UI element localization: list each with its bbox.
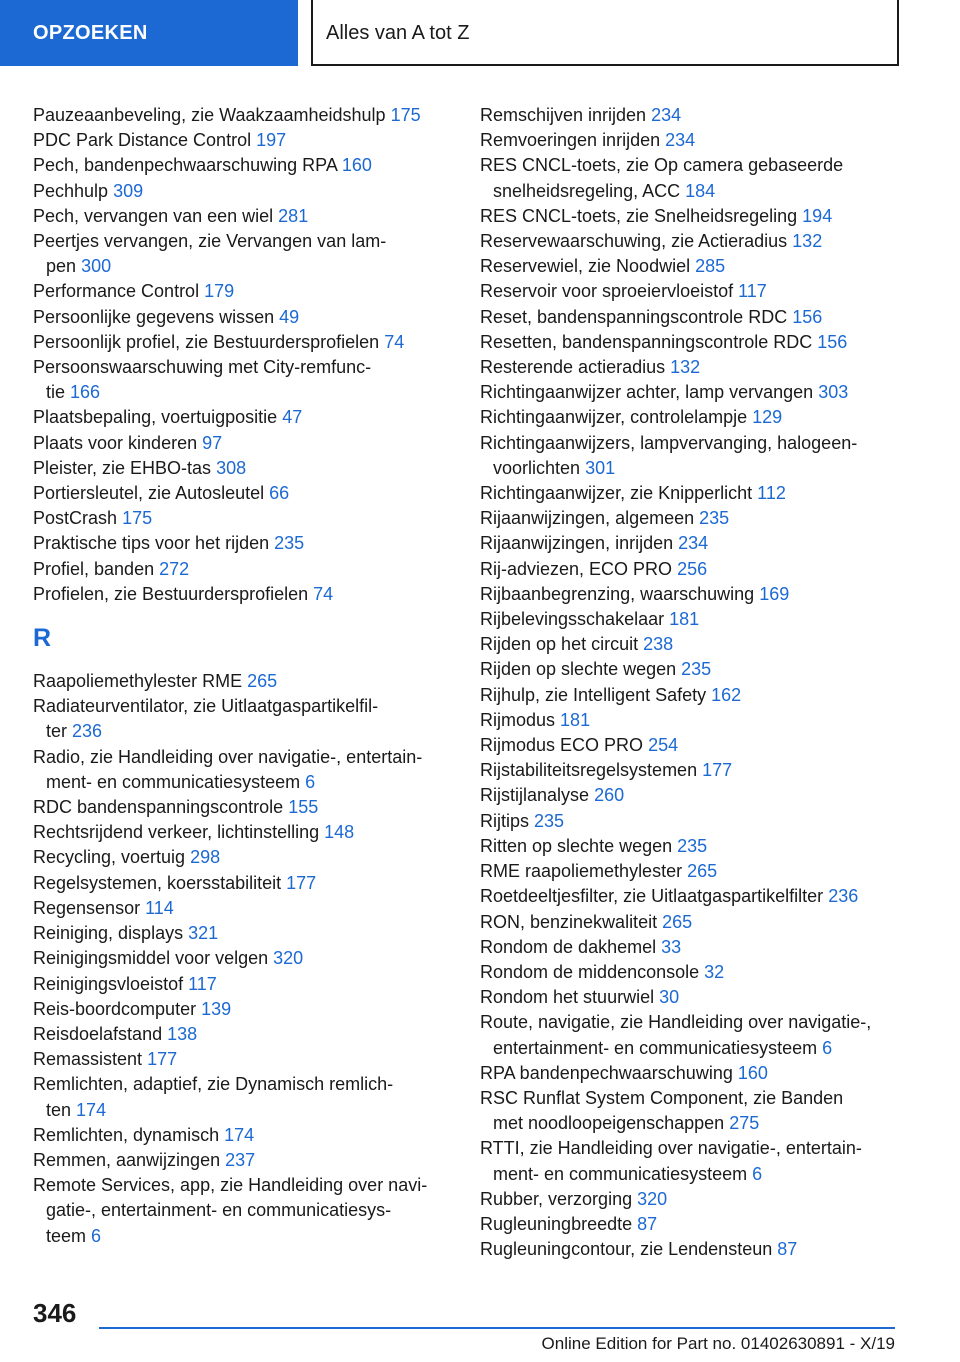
index-entry — [480, 1086, 920, 1136]
index-entry — [480, 935, 920, 960]
index-entry — [480, 834, 920, 859]
index-page-link[interactable]: 281 — [278, 205, 309, 226]
index-entry — [480, 708, 920, 733]
index-entry — [33, 1072, 453, 1122]
index-entry — [480, 1237, 920, 1262]
index-entry-term: Pech, bandenpechwaarschuwing RPA — [33, 155, 337, 176]
index-page-link[interactable]: 265 — [247, 671, 278, 692]
index-entry — [33, 179, 453, 204]
index-page-link[interactable]: 256 — [677, 558, 708, 579]
index-page-link[interactable]: 139 — [201, 998, 232, 1019]
page-number: 346 — [33, 1298, 77, 1328]
index-page-link[interactable]: 97 — [202, 432, 223, 453]
index-entry-term: Plaatsbepaling, voertuigpositie — [33, 407, 278, 428]
index-entry — [480, 1010, 920, 1060]
index-entry — [480, 582, 920, 607]
index-entry-term: Pechhulp — [33, 180, 109, 201]
index-entry-term: Rugleuningbreedte — [480, 1213, 633, 1234]
index-entry-term: Rijhulp, zie Intelligent Safety — [480, 684, 707, 705]
index-entry — [480, 229, 920, 254]
index-page-link[interactable]: 74 — [313, 583, 334, 604]
index-page-link[interactable]: 162 — [711, 684, 742, 705]
index-entry — [480, 607, 920, 632]
index-entry — [33, 1173, 453, 1249]
index-entry-term: Rijbelevingsschakelaar — [480, 609, 665, 630]
index-entry — [480, 783, 920, 808]
index-entry-term: Remlichten, dynamisch — [33, 1124, 220, 1145]
index-entry-term: Rondom de dakhemel — [480, 936, 657, 957]
index-column-left — [33, 103, 453, 1249]
index-entry-term: Pauzeaanbeveling, zie Waakzaamheidshulp — [33, 105, 386, 125]
index-page-link[interactable]: 87 — [777, 1239, 798, 1260]
index-page-link[interactable]: 132 — [792, 231, 823, 252]
index-page-link[interactable]: 6 — [91, 1225, 102, 1246]
index-page-link[interactable]: 175 — [390, 105, 421, 125]
index-entry — [480, 859, 920, 884]
index-column-right — [480, 103, 920, 1262]
index-entry-term: Pleister, zie EHBO-tas — [33, 457, 212, 478]
index-page-link[interactable]: 32 — [704, 961, 725, 982]
index-entry-term: Remvoeringen inrijden — [480, 130, 661, 151]
index-entry-term: RES CNCL-toets, zie Snelheidsregeling — [480, 205, 798, 226]
index-entry-term: Peertjes vervangen, zie Vervangen van lam- pen — [33, 231, 387, 277]
index-entry-term: Richtingaanwijzer, zie Knipperlicht — [480, 483, 753, 504]
index-entry — [480, 1187, 920, 1212]
index-entry-term: RES CNCL-toets, zie Op camera gebaseerde snelheidsregeling, ACC — [480, 155, 844, 201]
index-entry — [33, 997, 453, 1022]
index-entry-term: Reinigingsmiddel voor velgen — [33, 948, 269, 969]
index-entry — [33, 871, 453, 896]
index-entry — [480, 910, 920, 935]
index-entry-term: Recycling, voertuig — [33, 847, 186, 868]
index-entry — [33, 694, 453, 744]
index-entry — [480, 683, 920, 708]
index-entry-term: Ritten op slechte wegen — [480, 835, 673, 856]
index-entry — [33, 355, 453, 405]
index-entry-term: Reiniging, displays — [33, 923, 184, 944]
index-page-link[interactable]: 235 — [677, 835, 708, 856]
index-entry-term: Route, navigatie, zie Handleiding over navigatie-, entertainment- en communicatiesysteem — [480, 1012, 872, 1058]
section-tab[interactable] — [0, 0, 298, 66]
index-entry-term: Portiersleutel, zie Autosleutel — [33, 483, 265, 504]
index-page-link[interactable]: 74 — [384, 331, 405, 352]
index-page-link[interactable]: 238 — [643, 634, 674, 655]
index-entry — [480, 305, 920, 330]
index-entry-term: Rijstabiliteitsregelsystemen — [480, 760, 698, 781]
index-entry — [480, 204, 920, 229]
index-entry — [480, 481, 920, 506]
index-page-link[interactable]: 260 — [594, 785, 625, 806]
index-entry — [480, 809, 920, 834]
index-entry — [33, 128, 453, 153]
index-entry-term: RSC Runflat System Component, zie Banden met noodloopeigenschappen — [480, 1087, 844, 1134]
index-entry-term: Praktische tips voor het rijden — [33, 533, 270, 554]
index-entry — [33, 431, 453, 456]
index-page-link[interactable]: 272 — [159, 558, 190, 579]
index-entry — [33, 1123, 453, 1148]
index-entry-term: Resetten, bandenspanningscontrole RDC — [480, 331, 813, 352]
index-entry — [480, 1061, 920, 1086]
index-entry-term: Regensensor — [33, 897, 141, 918]
index-page-link[interactable]: 138 — [167, 1023, 198, 1044]
index-entry-term: Reservewaarschuwing, zie Actieradius — [480, 231, 788, 252]
index-page-link[interactable]: 169 — [759, 583, 790, 604]
index-page-link[interactable]: 160 — [737, 1062, 768, 1083]
index-entry — [33, 1022, 453, 1047]
index-entry-term: PDC Park Distance Control — [33, 130, 252, 151]
index-page-link[interactable]: 112 — [757, 483, 786, 504]
index-entry-term: Performance Control — [33, 281, 200, 302]
index-entry-term: PostCrash — [33, 508, 118, 529]
index-entry-term: Regelsystemen, koersstabiliteit — [33, 872, 282, 893]
index-page-link[interactable]: 181 — [669, 609, 700, 630]
index-entry-term: Remmen, aanwijzingen — [33, 1149, 221, 1170]
index-entry-term: Rijaanwijzingen, inrijden — [480, 533, 674, 554]
index-page-link[interactable]: 235 — [681, 659, 712, 680]
index-page-link[interactable]: 197 — [256, 130, 287, 151]
index-page-link[interactable]: 156 — [817, 331, 848, 352]
index-entry — [33, 582, 453, 607]
index-entry-term: Roetdeeltjesfilter, zie Uitlaatgaspartikelfilter — [480, 886, 824, 907]
index-entry — [33, 456, 453, 481]
index-entry — [33, 481, 453, 506]
index-entry-term: Persoonswaarschuwing met City-remfunc- tie — [33, 357, 372, 403]
index-entry — [33, 795, 453, 820]
index-page-link[interactable]: 234 — [665, 130, 696, 151]
index-entry-term: Reservoir voor sproeiervloeistof — [480, 281, 734, 302]
index-entry — [33, 305, 453, 330]
index-entry-term: RON, benzinekwaliteit — [480, 911, 658, 932]
index-page-link[interactable]: 275 — [729, 1113, 760, 1134]
index-page-link[interactable]: 194 — [802, 205, 833, 226]
index-page-link[interactable]: 179 — [204, 281, 235, 302]
index-entry-term: Rijden op slechte wegen — [480, 659, 677, 680]
index-entry — [33, 330, 453, 355]
index-entry — [33, 972, 453, 997]
index-entry — [480, 1212, 920, 1237]
index-entry-term: RDC bandenspanningscontrole — [33, 797, 284, 818]
index-page-link[interactable]: 160 — [341, 155, 372, 176]
index-entry — [480, 254, 920, 279]
index-entry-term: Reis-boordcomputer — [33, 998, 197, 1019]
index-entry-term: RTTI, zie Handleiding over navigatie-, entertain- ment- en communicatiesysteem — [480, 1138, 862, 1184]
index-page-link[interactable]: 177 — [286, 872, 317, 893]
index-page-link[interactable]: 285 — [695, 256, 726, 277]
index-entry — [480, 103, 920, 128]
index-page-link[interactable]: 166 — [70, 382, 101, 403]
index-entry — [33, 946, 453, 971]
index-entry — [480, 960, 920, 985]
index-entry — [33, 229, 453, 279]
index-entry — [480, 657, 920, 682]
index-page-link[interactable]: 155 — [288, 797, 319, 818]
index-entry-term: Rondom de middenconsole — [480, 961, 700, 982]
index-entry-term: Remote Services, app, zie Handleiding over navi- gatie-, entertainment- en communicatiesys- teem — [33, 1175, 428, 1246]
index-entry — [480, 330, 920, 355]
index-page-link[interactable]: 49 — [279, 306, 300, 327]
index-entry — [480, 128, 920, 153]
index-entry — [480, 506, 920, 531]
index-entry-term: Richtingaanwijzers, lampvervanging, halogeen- voorlichten — [480, 432, 858, 478]
index-entry-term: RME raapoliemethylester — [480, 861, 683, 882]
index-page-link[interactable]: 175 — [122, 508, 153, 529]
index-entry-term: Richtingaanwijzer achter, lamp vervangen — [480, 382, 814, 403]
index-entry — [33, 669, 453, 694]
index-page-link[interactable]: 177 — [702, 760, 733, 781]
index-entry-term: Radio, zie Handleiding over navigatie-, entertain- ment- en communicatiesysteem — [33, 746, 423, 792]
index-entry — [33, 153, 453, 178]
index-entry-term: Rugleuningcontour, zie Lendensteun — [480, 1239, 773, 1260]
index-entry-term: Remschijven inrijden — [480, 105, 647, 125]
index-page-link[interactable]: 236 — [828, 886, 859, 907]
index-entry — [480, 557, 920, 582]
index-entry-term: Remlichten, adaptief, zie Dynamisch remlich- ten — [33, 1074, 394, 1120]
index-page-link[interactable]: 33 — [661, 936, 682, 957]
index-entry — [33, 557, 453, 582]
index-entry — [480, 884, 920, 909]
index-entry-term: Rijmodus ECO PRO — [480, 735, 644, 756]
index-page-link[interactable]: 177 — [147, 1049, 178, 1070]
index-entry — [480, 431, 920, 481]
index-page-link[interactable]: 181 — [560, 709, 591, 730]
index-entry-term: Profiel, banden — [33, 558, 155, 579]
index-page-link[interactable]: 30 — [659, 987, 680, 1008]
index-page-link[interactable]: 174 — [224, 1124, 255, 1145]
index-page-link[interactable]: 300 — [81, 256, 112, 277]
index-entry — [33, 820, 453, 845]
index-page-link[interactable]: 156 — [792, 306, 823, 327]
index-page-link[interactable]: 132 — [670, 357, 701, 378]
index-entry — [480, 380, 920, 405]
index-page-link[interactable]: 320 — [637, 1188, 668, 1209]
index-entry-term: Richtingaanwijzer, controlelampje — [480, 407, 748, 428]
footer-edition-text: Online Edition for Part no. 01402630891 - X/19 — [541, 1334, 895, 1353]
index-entry — [33, 279, 453, 304]
index-page-link[interactable]: 301 — [585, 457, 616, 478]
index-entry — [33, 103, 453, 128]
index-entry-term: Reinigingsvloeistof — [33, 973, 184, 994]
index-entry-term: Rijaanwijzingen, algemeen — [480, 508, 695, 529]
section-tab-label: OPZOEKEN — [33, 21, 148, 44]
index-entry-term: Persoonlijk profiel, zie Bestuurdersprofielen — [33, 331, 380, 352]
index-entry-term: Rijden op het circuit — [480, 634, 639, 655]
index-entry — [480, 758, 920, 783]
index-page-link[interactable]: 265 — [687, 861, 718, 882]
index-entry — [33, 204, 453, 229]
index-page-link[interactable]: 235 — [274, 533, 305, 554]
index-entry-term: Rijbaanbegrenzing, waarschuwing — [480, 583, 755, 604]
index-entry-term: Rondom het stuurwiel — [480, 987, 655, 1008]
footer-divider — [99, 1327, 895, 1329]
index-page-link[interactable]: 174 — [76, 1099, 107, 1120]
index-page-link[interactable]: 303 — [818, 382, 849, 403]
index-entry — [33, 1047, 453, 1072]
index-letter-heading: R — [33, 624, 52, 653]
index-entry — [480, 985, 920, 1010]
index-page-link[interactable]: 114 — [145, 897, 174, 918]
index-page-link[interactable]: 6 — [752, 1163, 763, 1184]
index-entry — [33, 506, 453, 531]
index-page-link[interactable]: 148 — [324, 822, 355, 843]
index-entry — [33, 405, 453, 430]
index-page-link[interactable]: 320 — [273, 948, 304, 969]
index-entry — [33, 745, 453, 795]
index-entry — [33, 896, 453, 921]
index-entry — [33, 921, 453, 946]
index-page-link[interactable]: 265 — [662, 911, 693, 932]
index-entry — [480, 531, 920, 556]
index-entry — [33, 1148, 453, 1173]
index-page-link[interactable]: 234 — [651, 105, 682, 125]
index-page-link[interactable]: 6 — [822, 1037, 833, 1058]
index-page-link[interactable]: 6 — [305, 771, 316, 792]
index-entry-term: Resterende actieradius — [480, 357, 666, 378]
index-page-link[interactable]: 129 — [752, 407, 783, 428]
index-entry — [480, 355, 920, 380]
index-entry-term: Rubber, verzorging — [480, 1188, 633, 1209]
index-entry — [480, 153, 920, 203]
index-entry — [480, 632, 920, 657]
index-page-link[interactable]: 87 — [637, 1213, 658, 1234]
index-page-link[interactable]: 234 — [678, 533, 709, 554]
index-entry-term: Rijmodus — [480, 709, 556, 730]
index-page-link[interactable]: 298 — [190, 847, 221, 868]
index-entry-term: Reset, bandenspanningscontrole RDC — [480, 306, 788, 327]
index-entry — [480, 279, 920, 304]
index-entry-term: Reservewiel, zie Noodwiel — [480, 256, 691, 277]
index-entry — [480, 405, 920, 430]
index-page-link[interactable]: 235 — [534, 810, 565, 831]
index-page-link[interactable]: 184 — [685, 180, 716, 201]
index-entry-term: Rij-adviezen, ECO PRO — [480, 558, 673, 579]
index-entry-term: Profielen, zie Bestuurdersprofielen — [33, 583, 309, 604]
index-entry — [33, 531, 453, 556]
index-page-link[interactable]: 235 — [699, 508, 730, 529]
index-entry-term: Rijtips — [480, 810, 530, 831]
index-entry-term: Raapoliemethylester RME — [33, 671, 243, 692]
index-page-link[interactable]: 66 — [269, 483, 290, 504]
index-page-link[interactable]: 117 — [188, 973, 217, 994]
index-entry — [33, 845, 453, 870]
index-entry-term: Persoonlijke gegevens wissen — [33, 306, 275, 327]
index-page-link[interactable]: 321 — [188, 923, 219, 944]
index-entry-term: Radiateurventilator, zie Uitlaatgaspartikelfil- ter — [33, 696, 379, 742]
index-entry — [480, 733, 920, 758]
index-entry-term: Remassistent — [33, 1049, 143, 1070]
index-page-link[interactable]: 236 — [72, 721, 103, 742]
index-entry-term: Rechtsrijdend verkeer, lichtinstelling — [33, 822, 320, 843]
index-entry-term: RPA bandenpechwaarschuwing — [480, 1062, 733, 1083]
index-entry — [480, 1136, 920, 1186]
index-entry-term: Plaats voor kinderen — [33, 432, 198, 453]
index-page-link[interactable]: 47 — [282, 407, 303, 428]
index-page-link[interactable]: 117 — [738, 281, 767, 302]
index-entry-term: Reisdoelafstand — [33, 1023, 163, 1044]
index-page-link[interactable]: 254 — [648, 735, 679, 756]
index-entry-term: Rijstijlanalyse — [480, 785, 590, 806]
page-title: Alles van A tot Z — [326, 21, 470, 44]
index-page-link[interactable]: 309 — [113, 180, 144, 201]
index-page-link[interactable]: 237 — [225, 1149, 256, 1170]
index-entry-term: Pech, vervangen van een wiel — [33, 205, 274, 226]
index-page-link[interactable]: 308 — [216, 457, 247, 478]
